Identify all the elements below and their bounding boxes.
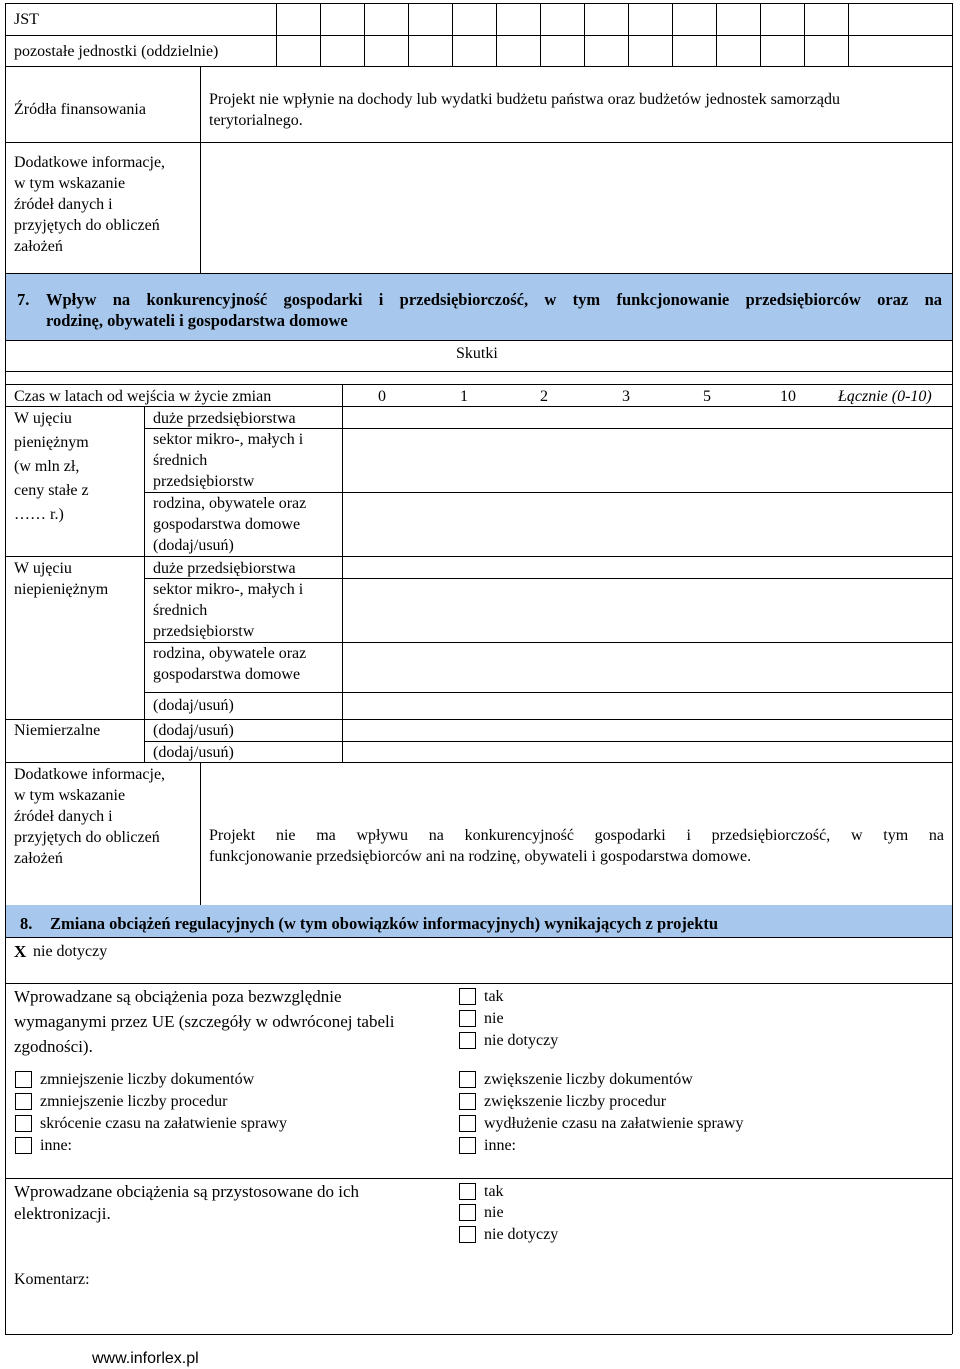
unmeasurable-add-remove-link-2[interactable]: (dodaj/usuń) [153,744,234,761]
nonmonetary-row-sme-line1: sektor mikro-, małych i [153,581,304,598]
decrease-procedures-checkbox[interactable] [15,1093,32,1110]
eu-nie-dotyczy-label: nie dotyczy [484,1032,559,1049]
top-additional-info-line1: Dodatkowe informacje, [14,154,166,171]
increase-documents-checkbox[interactable] [459,1071,476,1088]
eu-nie-checkbox[interactable] [459,1010,476,1027]
nonmonetary-row-large-enterprises: duże przedsiębiorstwa [153,560,296,577]
section7-number: 7. [17,290,30,309]
s7-additional-info-line3: źródeł danych i [14,808,113,825]
right-other-label: inne: [484,1137,516,1154]
left-other-label: inne: [40,1137,72,1154]
monetary-label-line3: (w mln zł, [14,458,80,475]
monetary-row-large-enterprises: duże przedsiębiorstwa [153,410,296,427]
increase-procedures-label: zwiększenie liczby procedur [484,1093,667,1110]
electronic-nie-dotyczy-checkbox[interactable] [459,1226,476,1243]
monetary-row-sme-line2: średnich [153,452,208,469]
nonmonetary-row-family-line1: rodzina, obywatele oraz [153,645,307,662]
unmeasurable-label: Niemierzalne [14,722,101,739]
funding-text-line1: Projekt nie wpłynie na dochody lub wydatki budżetu państwa oraz budżetów jednostek samorządu [209,91,840,108]
s7-additional-info-line4: przyjętych do obliczeń [14,829,160,846]
monetary-label-line2: pieniężnym [14,434,89,451]
shorten-time-label: skrócenie czasu na załatwienie sprawy [40,1115,287,1132]
top-additional-info-line2: w tym wskazanie [14,175,126,192]
decrease-documents-checkbox[interactable] [15,1071,32,1088]
s7-additional-text-line1: Projekt nie ma wpływu na konkurencyjność gospodarki i przedsiębiorczość, w tym na [209,827,944,844]
decrease-procedures-label: zmniejszenie liczby procedur [40,1093,228,1110]
top-additional-info-line3: źródeł danych i [14,196,113,213]
lengthen-time-label: wydłużenie czasu na załatwienie sprawy [484,1115,744,1132]
not-applicable-text: nie dotyczy [33,943,108,960]
top-additional-info-line5: założeń [14,238,63,255]
eu-tak-label: tak [484,988,504,1005]
unmeasurable-add-remove-link-1[interactable]: (dodaj/usuń) [153,722,234,739]
eu-nie-dotyczy-checkbox[interactable] [459,1032,476,1049]
s7-additional-text-line2: funkcjonowanie przedsiębiorców ani na rodzinę, obywateli i gospodarstwa domowe. [209,848,752,865]
monetary-label-line1: W ujęciu [14,410,72,427]
monetary-label-line5: …… r.) [14,506,64,523]
top-additional-info-line4: przyjętych do obliczeń [14,217,160,234]
other-units-label: pozostałe jednostki (oddzielnie) [14,43,219,60]
comment-label: Komentarz: [14,1271,90,1288]
nonmonetary-label-line1: W ujęciu [14,560,72,577]
electronic-nie-dotyczy-label: nie dotyczy [484,1226,559,1243]
section7-title-line2: rodzinę, obywateli i gospodarstwa domowe [46,311,348,330]
year-3: 3 [622,388,630,405]
funding-text-line2: terytorialnego. [209,112,303,129]
total-label: Łącznie (0-10) [838,388,932,405]
not-applicable-mark[interactable]: X [14,942,27,961]
monetary-add-remove-link[interactable]: (dodaj/usuń) [153,537,234,554]
lengthen-time-checkbox[interactable] [459,1115,476,1132]
nonmonetary-row-family-line2: gospodarstwa domowe [153,666,301,683]
decrease-documents-label: zmniejszenie liczby dokumentów [40,1071,255,1088]
electronic-question-line2: elektronizacji. [14,1204,111,1223]
electronic-question-line1: Wprowadzane obciążenia są przystosowane do ich [14,1182,360,1201]
footer-url[interactable]: www.inforlex.pl [92,1350,199,1367]
left-other-checkbox[interactable] [15,1137,32,1154]
increase-documents-label: zwiększenie liczby dokumentów [484,1071,693,1088]
effects-label: Skutki [456,345,498,362]
monetary-row-family-line1: rodzina, obywatele oraz [153,495,307,512]
nonmonetary-row-sme-line2: średnich [153,602,208,619]
eu-tak-checkbox[interactable] [459,988,476,1005]
year-10: 10 [780,388,796,405]
time-label: Czas w latach od wejścia w życie zmian [14,388,272,405]
eu-question-line3: zgodności). [14,1037,93,1056]
nonmonetary-row-sme-line3: przedsiębiorstw [153,623,255,640]
section8-title: Zmiana obciążeń regulacyjnych (w tym obowiązków informacyjnych) wynikających z projektu [50,914,719,933]
year-2: 2 [540,388,548,405]
monetary-row-sme-line3: przedsiębiorstw [153,473,255,490]
monetary-label-line4: ceny stałe z [14,482,89,499]
eu-question-line2: wymaganymi przez UE (szczegóły w odwróconej tabeli [14,1012,395,1031]
right-other-checkbox[interactable] [459,1137,476,1154]
year-0: 0 [378,388,386,405]
electronic-nie-checkbox[interactable] [459,1204,476,1221]
section8-number: 8. [20,914,33,933]
eu-nie-label: nie [484,1010,504,1027]
s7-additional-info-line1: Dodatkowe informacje, [14,766,166,783]
electronic-tak-checkbox[interactable] [459,1183,476,1200]
monetary-row-family-line2: gospodarstwa domowe [153,516,301,533]
monetary-row-sme-line1: sektor mikro-, małych i [153,431,304,448]
s7-additional-info-line5: założeń [14,850,63,867]
electronic-tak-label: tak [484,1183,504,1200]
shorten-time-checkbox[interactable] [15,1115,32,1132]
year-1: 1 [460,388,468,405]
jst-label: JST [14,11,39,28]
increase-procedures-checkbox[interactable] [459,1093,476,1110]
nonmonetary-label-line2: niepieniężnym [14,581,109,598]
year-5: 5 [703,388,711,405]
eu-question-line1: Wprowadzane są obciążenia poza bezwzględnie [14,987,342,1006]
s7-additional-info-line2: w tym wskazanie [14,787,126,804]
funding-sources-label: Źródła finansowania [14,101,146,118]
section7-title-line1: Wpływ na konkurencyjność gospodarki i przedsiębiorczość, w tym funkcjonowanie przedsiębiorców oraz na [46,290,942,309]
electronic-nie-label: nie [484,1204,504,1221]
nonmonetary-add-remove-link[interactable]: (dodaj/usuń) [153,697,234,714]
